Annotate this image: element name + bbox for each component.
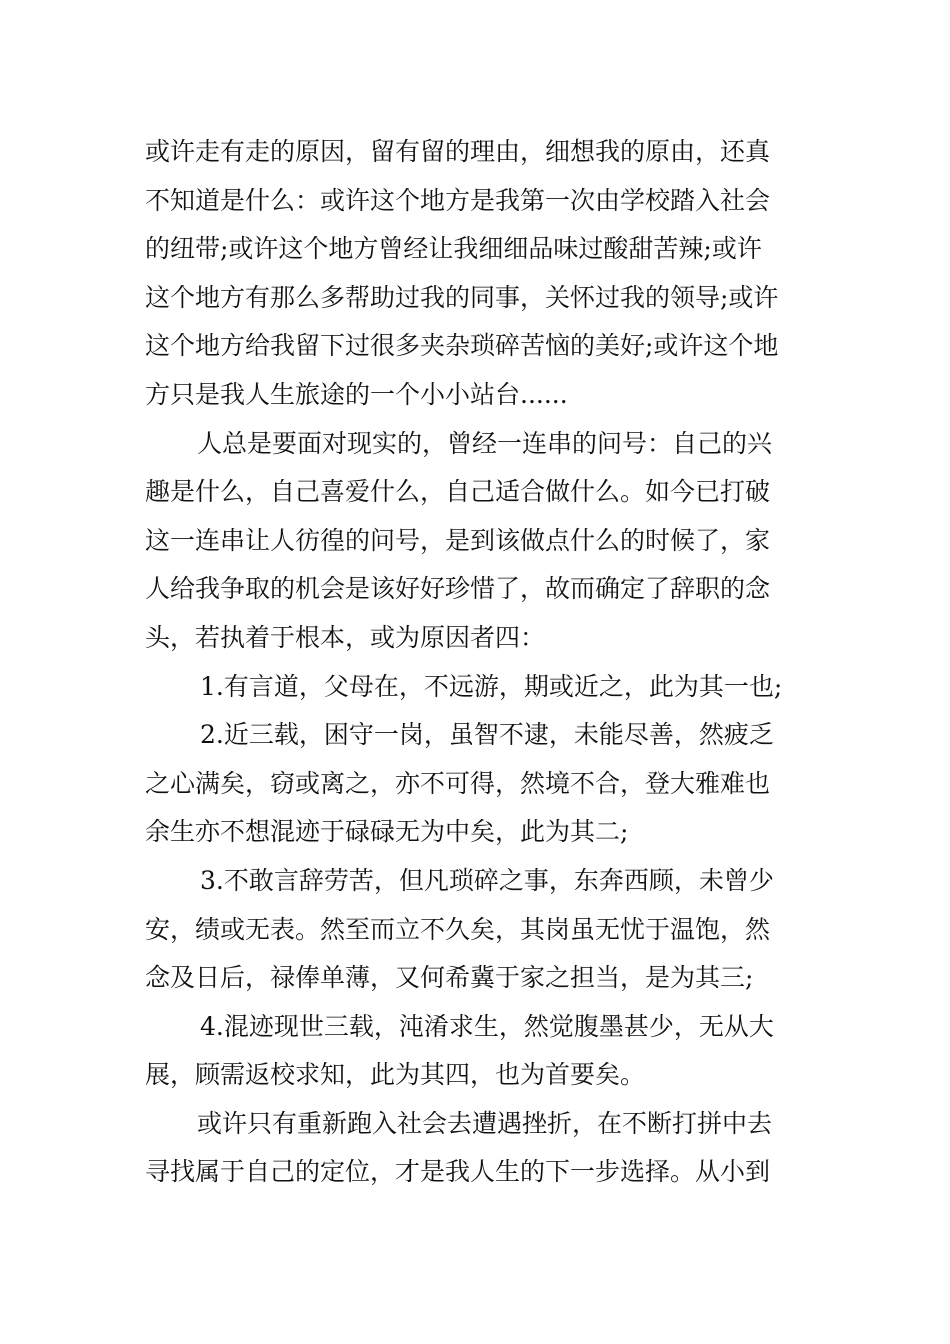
text-line-5: 这个地方给我留下过很多夹杂琐碎苦恼的美好;或许这个地 xyxy=(145,331,779,361)
text-line-9: 这一连串让人彷徨的问号，是到该做点什么的时候了，家 xyxy=(145,525,771,555)
text-line-14: 之心满矣，窃或离之，亦不可得，然境不合，登大雅难也 xyxy=(145,768,771,798)
document-body xyxy=(145,128,815,1197)
text-line-16: 3.不敢言辞劳苦，但凡琐碎之事，东奔西顾，未曾少 xyxy=(200,865,774,895)
text-line-6: 方只是我人生旅途的一个小小站台...... xyxy=(145,379,568,409)
text-line-10: 人给我争取的机会是该好好珍惜了，故而确定了辞职的念 xyxy=(145,574,771,604)
text-line-11: 头，若执着于根本，或为原因者四： xyxy=(145,622,546,652)
text-line-22: 寻找属于自己的定位，才是我人生的下一步选择。从小到 xyxy=(145,1157,771,1187)
text-line-8: 趣是什么，自己喜爱什么，自己适合做什么。如今已打破 xyxy=(145,477,771,507)
text-line-21: 或许只有重新跑入社会去遭遇挫折，在不断打拼中去 xyxy=(197,1108,773,1138)
text-line-13: 2.近三载，困守一岗，虽智不逮，未能尽善，然疲乏 xyxy=(200,720,774,750)
text-line-3: 的纽带;或许这个地方曾经让我细细品味过酸甜苦辣;或许 xyxy=(145,234,762,264)
text-line-17: 安，绩或无表。然至而立不久矣，其岗虽无忧于温饱，然 xyxy=(145,914,771,944)
text-line-12: 1.有言道，父母在，不远游，期或近之，此为其一也; xyxy=(200,671,783,701)
text-line-18: 念及日后，禄俸单薄，又何希冀于家之担当，是为其三; xyxy=(145,963,754,993)
text-line-1: 或许走有走的原因，留有留的理由，细想我的原由，还真 xyxy=(145,137,771,166)
text-line-2: 不知道是什么：或许这个地方是我第一次由学校踏入社会 xyxy=(145,185,771,215)
text-line-7: 人总是要面对现实的，曾经一连串的问号：自己的兴 xyxy=(197,428,773,458)
text-line-19: 4.混迹现世三载，沌淆求生，然觉腹墨甚少，无从大 xyxy=(200,1011,774,1041)
text-line-20: 展，顾需返校求知，此为其四，也为首要矣。 xyxy=(145,1060,646,1090)
text-line-15: 余生亦不想混迹于碌碌无为中矣，此为其二; xyxy=(145,817,629,847)
text-line-4: 这个地方有那么多帮助过我的同事，关怀过我的领导;或许 xyxy=(145,282,779,312)
